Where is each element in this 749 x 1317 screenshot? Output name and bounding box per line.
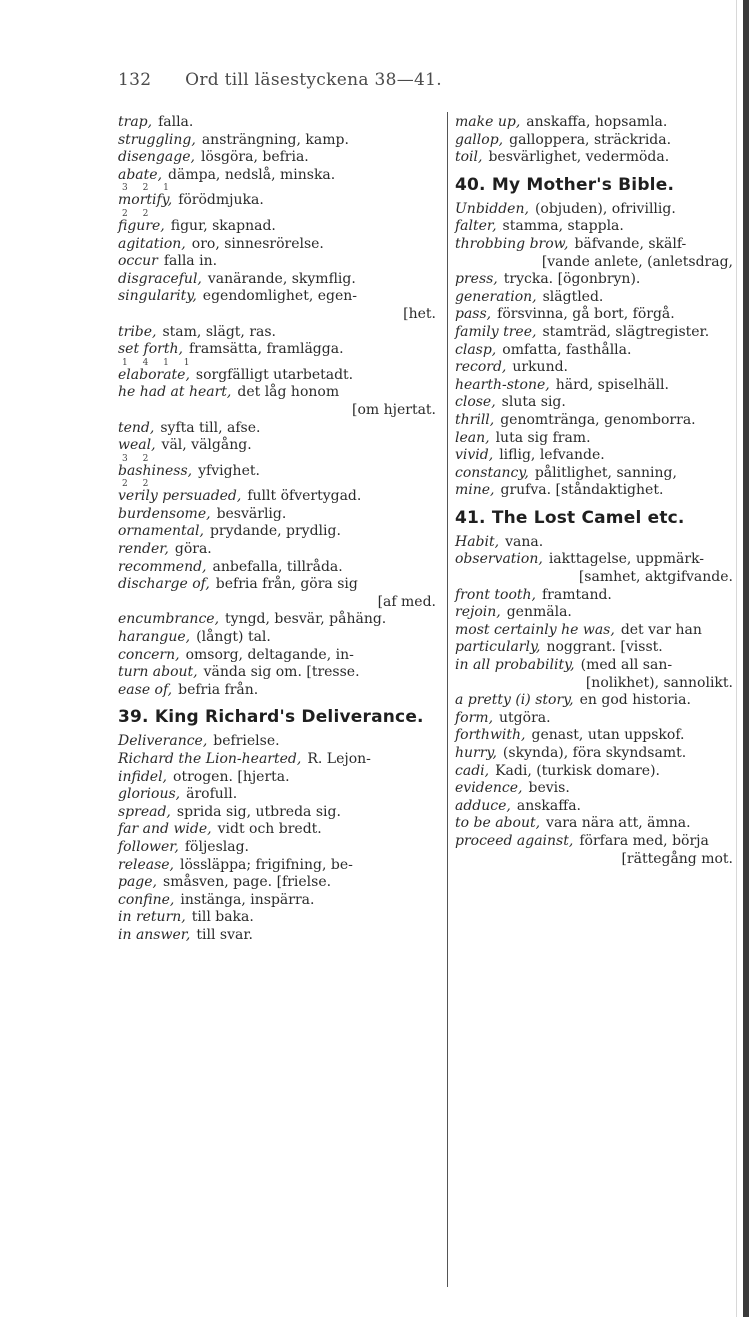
entry-definition: befria från, göra sig [215, 576, 358, 593]
glossary-entry [455, 482, 749, 500]
glossary-entry [118, 576, 440, 594]
entry-term: weal, [118, 437, 156, 454]
entry-definition: vanärande, skymflig. [207, 270, 356, 287]
entry-definition: urkund. [512, 359, 568, 376]
entry-definition: falla. [158, 114, 194, 130]
entry-definition: framtand. [541, 586, 612, 603]
entry-definition: det låg honom [237, 384, 340, 401]
entry-term: gallop, [455, 131, 504, 148]
entry-term: falter, [455, 218, 497, 235]
entry-definition: tyngd, besvär, påhäng. [225, 611, 387, 628]
section-heading: 40. My Mother's Bible. [455, 174, 675, 195]
entry-definition: göra. [174, 541, 212, 558]
entry-definition: slägtled. [542, 288, 604, 305]
entry-term: spread, [118, 803, 171, 820]
entry-definition: omfatta, fasthålla. [502, 341, 632, 358]
glossary-entry [118, 324, 440, 342]
glossary-entry [455, 114, 749, 132]
entry-term: ornamental, [118, 523, 204, 540]
entry-definition: anbefalla, tillråda. [212, 558, 343, 575]
entry-term: Unbidden, [455, 200, 529, 217]
glossary-entry [455, 639, 749, 657]
entry-term: concern, [118, 646, 180, 663]
glossary-entry [118, 218, 440, 236]
entry-definition: framsätta, framlägga. [188, 341, 344, 358]
entry-definition: grufva. [ståndaktighet. [500, 482, 664, 499]
entry-term: observation, [455, 551, 543, 568]
entry-definition: stamma, stappla. [502, 218, 624, 235]
glossary-entry [455, 447, 749, 465]
entry-definition: R. Lejon- [307, 751, 371, 767]
glossary-entry [118, 271, 440, 289]
entry-definition: besvärlighet, vedermöda. [488, 149, 670, 166]
glossary-entry [118, 192, 440, 210]
entry-term: infidel, [118, 768, 168, 785]
glossary-entry [455, 798, 749, 816]
entry-definition: sprida sig, utbreda sig. [176, 803, 341, 820]
entry-definition: prydande, prydlig. [209, 523, 341, 540]
entry-term: throbbing brow, [455, 235, 569, 252]
entry-term: mine, [455, 482, 495, 499]
entry-definition: fullt öfvertygad. [247, 488, 362, 505]
entry-term: page, [118, 874, 158, 891]
glossary-entry [455, 412, 749, 430]
entry-term: particularly, [455, 639, 541, 656]
entry-definition: syfta till, afse. [160, 419, 261, 436]
entry-term: generation, [455, 288, 537, 305]
entry-term: follower, [118, 838, 179, 855]
entry-term: turn about, [118, 664, 198, 681]
glossary-entry [455, 359, 749, 377]
entry-definition: pålitlighet, sanning, [534, 464, 677, 481]
glossary-entry [118, 437, 440, 455]
stress-marks: 2 2 [122, 208, 155, 219]
entry-term: in return, [118, 909, 186, 926]
glossary-entry [455, 465, 749, 483]
entry-term: singularity, [118, 288, 197, 305]
entry-definition: småsven, page. [frielse. [163, 874, 332, 891]
entry-definition: Kadi, (turkisk domare). [495, 762, 661, 779]
glossary-entry [118, 839, 440, 857]
glossary-entry [118, 611, 440, 629]
column-divider [447, 112, 448, 1287]
stress-marks: 3 2 1 [122, 183, 175, 194]
entry-definition: yfvighet. [198, 462, 260, 479]
entry-definition: instänga, inspärra. [180, 891, 315, 908]
glossary-entry [455, 324, 749, 342]
entry-definition: figur, skapnad. [170, 217, 276, 234]
entry-definition: noggrant. [visst. [546, 639, 663, 656]
entry-definition: utgöra. [499, 709, 551, 726]
entry-term: confine, [118, 891, 175, 908]
glossary-entry [118, 892, 440, 910]
entry-definition: vidt och bredt. [217, 821, 322, 838]
glossary-entry [118, 384, 440, 402]
entry-definition: det var han [620, 621, 702, 638]
entry-term: bashiness, [118, 462, 193, 479]
glossary-entry [118, 804, 440, 822]
glossary-entry [455, 534, 749, 552]
entry-term: mortify, [118, 192, 173, 209]
glossary-entry [455, 622, 749, 640]
entry-definition: försvinna, gå bort, förgå. [497, 306, 675, 323]
entry-term: proceed against, [455, 832, 574, 849]
glossary-entry [118, 114, 440, 132]
glossary-entry [118, 733, 440, 751]
glossary-entry [455, 218, 749, 236]
entry-definition: genast, utan uppskof. [531, 727, 685, 744]
entry-definition: vana. [505, 533, 544, 550]
glossary-entry [118, 506, 440, 524]
entry-definition: egendomlighet, egen- [202, 288, 358, 305]
glossary-entry [118, 167, 440, 185]
page-number: 132 [118, 70, 152, 90]
glossary-entry [118, 769, 440, 787]
entry-term: abate, [118, 166, 163, 183]
entry-definition: stamträd, slägtregister. [542, 323, 710, 340]
glossary-entry [118, 927, 440, 945]
entry-term: lean, [455, 429, 490, 446]
entry-definition: genmäla. [506, 604, 572, 621]
entry-term: pass, [455, 306, 492, 323]
glossary-entry [118, 541, 440, 559]
entry-term: cadi, [455, 762, 490, 779]
glossary-entry [118, 559, 440, 577]
entry-term: agitation, [118, 235, 186, 252]
glossary-entry [455, 342, 749, 360]
glossary-entry [118, 132, 440, 150]
entry-definition: en god historia. [579, 692, 691, 709]
entry-definition: dämpa, nedslå, minska. [168, 166, 336, 183]
entry-definition: ansträngning, kamp. [201, 131, 349, 148]
entry-continuation: [af med. [377, 593, 436, 610]
glossary-entry [118, 463, 440, 481]
glossary-entry [455, 815, 749, 833]
entry-definition: (med all san- [580, 657, 673, 674]
entry-term: discharge of, [118, 576, 210, 593]
entry-definition: förödmjuka. [178, 192, 264, 209]
entry-continuation: [vande anlete, (anletsdrag, [541, 253, 733, 270]
stress-marks: 3 2 [122, 453, 155, 464]
glossary-entry [118, 909, 440, 927]
glossary-entry [118, 341, 440, 359]
entry-definition: lössläppa; frigifning, be- [180, 856, 353, 873]
glossary-entry [118, 420, 440, 438]
glossary-entry [455, 289, 749, 307]
right-column [455, 114, 749, 868]
entry-term: ease of, [118, 681, 173, 698]
stress-marks: 1 4 1 1 [122, 357, 196, 368]
entry-term: thrill, [455, 411, 495, 428]
glossary-entry [455, 763, 749, 781]
entry-term: Deliverance, [118, 733, 208, 750]
glossary-entry [118, 664, 440, 682]
glossary-entry [455, 306, 749, 324]
entry-term: form, [455, 709, 494, 726]
entry-continuation: [het. [403, 305, 436, 322]
glossary-entry [455, 587, 749, 605]
entry-term: hurry, [455, 745, 497, 761]
entry-term: a pretty (i) story, [455, 692, 574, 709]
entry-definition: väl, välgång. [161, 437, 252, 454]
entry-term: disengage, [118, 149, 195, 166]
glossary-entry [455, 394, 749, 412]
glossary-entry [455, 132, 749, 150]
entry-term: forthwith, [455, 727, 526, 744]
entry-definition: sorgfälligt utarbetadt. [195, 366, 354, 383]
entry-term: glorious, [118, 786, 181, 803]
entry-definition: ärofull. [186, 786, 238, 803]
entry-term: evidence, [455, 780, 523, 797]
entry-term: verily persuaded, [118, 488, 242, 505]
glossary-entry [455, 430, 749, 448]
entry-term: record, [455, 359, 507, 376]
entry-term: clasp, [455, 341, 497, 358]
entry-term: in all probability, [455, 657, 575, 674]
entry-definition: till baka. [191, 909, 254, 926]
entry-term: disgraceful, [118, 270, 202, 287]
glossary-entry [118, 629, 440, 647]
entry-definition: liflig, lefvande. [499, 447, 605, 464]
entry-continuation: [om hjertat. [352, 401, 436, 418]
entry-definition: otrogen. [hjerta. [173, 768, 290, 785]
entry-term: press, [455, 271, 498, 288]
entry-definition: trycka. [ögonbryn). [503, 271, 641, 288]
entry-definition: bäfvande, skälf- [574, 235, 687, 252]
glossary-entry [118, 647, 440, 665]
page-header [118, 70, 678, 90]
entry-definition: (objuden), ofrivillig. [534, 200, 676, 217]
glossary-entry [118, 288, 440, 306]
entry-term: struggling, [118, 131, 196, 148]
glossary-entry [455, 201, 749, 219]
glossary-entry [455, 745, 749, 763]
entry-term: burdensome, [118, 505, 211, 522]
entry-term: in answer, [118, 926, 191, 943]
section-heading: 41. The Lost Camel etc. [455, 507, 685, 528]
glossary-entry [455, 692, 749, 710]
entry-definition: stam, slägt, ras. [162, 323, 277, 340]
glossary-entry [118, 821, 440, 839]
entry-term: vivid, [455, 447, 494, 464]
entry-term: render, [118, 541, 169, 558]
entry-definition: till svar. [196, 926, 253, 943]
entry-definition: härd, spiselhäll. [555, 376, 669, 393]
running-title: Ord till läsestyckena 38—41. [185, 70, 442, 90]
entry-definition: anskaffa, hopsamla. [526, 114, 668, 130]
entry-term: recommend, [118, 558, 207, 575]
entry-term: occur [118, 253, 158, 270]
glossary-entry [118, 523, 440, 541]
entry-continuation: [rättegång mot. [621, 850, 733, 867]
entry-term: toil, [455, 149, 483, 166]
glossary-entry [455, 377, 749, 395]
glossary-entry [455, 149, 749, 167]
glossary-entry [455, 271, 749, 289]
entry-term: rejoin, [455, 604, 501, 621]
entry-term: harangue, [118, 629, 191, 646]
entry-definition: vara nära att, ämna. [546, 815, 691, 832]
entry-continuation: [nolikhet), sannolikt. [585, 674, 733, 691]
entry-term: tribe, [118, 323, 157, 340]
entry-definition: (skynda), föra skyndsamt. [502, 745, 687, 761]
entry-definition: befrielse. [213, 733, 280, 750]
entry-term: close, [455, 394, 496, 411]
entry-term: figure, [118, 217, 165, 234]
glossary-entry [118, 857, 440, 875]
glossary-entry [118, 682, 440, 700]
entry-term: Habit, [455, 533, 500, 550]
entry-term: encumbrance, [118, 611, 220, 628]
entry-term: most certainly he was, [455, 621, 615, 638]
glossary-entry [455, 710, 749, 728]
glossary-entry [118, 367, 440, 385]
entry-term: tend, [118, 419, 155, 436]
entry-term: constancy, [455, 464, 529, 481]
entry-continuation: [samhet, aktgifvande. [578, 569, 733, 586]
entry-definition: luta sig fram. [495, 429, 591, 446]
entry-definition: iakttagelse, uppmärk- [548, 551, 705, 568]
entry-term: set forth, [118, 341, 183, 358]
entry-term: release, [118, 856, 175, 873]
entry-definition: (långt) tal. [196, 629, 271, 646]
left-column [118, 114, 440, 945]
entry-definition: sluta sig. [501, 394, 566, 411]
entry-definition: befria från. [178, 681, 259, 698]
entry-definition: omsorg, deltagande, in- [185, 646, 354, 663]
entry-term: front tooth, [455, 586, 536, 603]
glossary-entry [118, 874, 440, 892]
entry-definition: vända sig om. [tresse. [203, 664, 360, 681]
entry-term: far and wide, [118, 821, 212, 838]
entry-definition: förfara med, börja [579, 832, 709, 849]
entry-term: trap, [118, 114, 153, 130]
glossary-entry [118, 488, 440, 506]
entry-term: Richard the Lion-hearted, [118, 751, 302, 767]
entry-definition: bevis. [528, 780, 570, 797]
entry-definition: lösgöra, befria. [200, 149, 309, 166]
glossary-entry [118, 253, 440, 271]
entry-definition: följeslag. [184, 838, 250, 855]
entry-definition: besvärlig. [216, 505, 287, 522]
glossary-entry [455, 236, 749, 254]
entry-term: family tree, [455, 323, 537, 340]
glossary-entry [118, 751, 440, 769]
glossary-entry [455, 604, 749, 622]
entry-definition: anskaffa. [516, 797, 581, 814]
entry-definition: galloppera, sträckrida. [509, 131, 672, 148]
stress-marks: 2 2 [122, 479, 155, 490]
entry-term: to be about, [455, 815, 541, 832]
entry-definition: falla in. [163, 253, 218, 270]
glossary-entry [118, 149, 440, 167]
glossary-entry [455, 833, 749, 851]
entry-term: elaborate, [118, 366, 190, 383]
glossary-entry [455, 780, 749, 798]
glossary-entry [455, 657, 749, 675]
entry-definition: oro, sinnesrörelse. [191, 235, 324, 252]
glossary-entry [118, 236, 440, 254]
entry-term: hearth-stone, [455, 376, 550, 393]
entry-term: adduce, [455, 797, 511, 814]
entry-definition: genomtränga, genomborra. [500, 411, 696, 428]
glossary-entry [455, 727, 749, 745]
glossary-entry [118, 786, 440, 804]
glossary-entry [455, 551, 749, 569]
entry-term: make up, [455, 114, 521, 130]
section-heading: 39. King Richard's Deliverance. [118, 707, 424, 728]
entry-term: he had at heart, [118, 384, 232, 401]
